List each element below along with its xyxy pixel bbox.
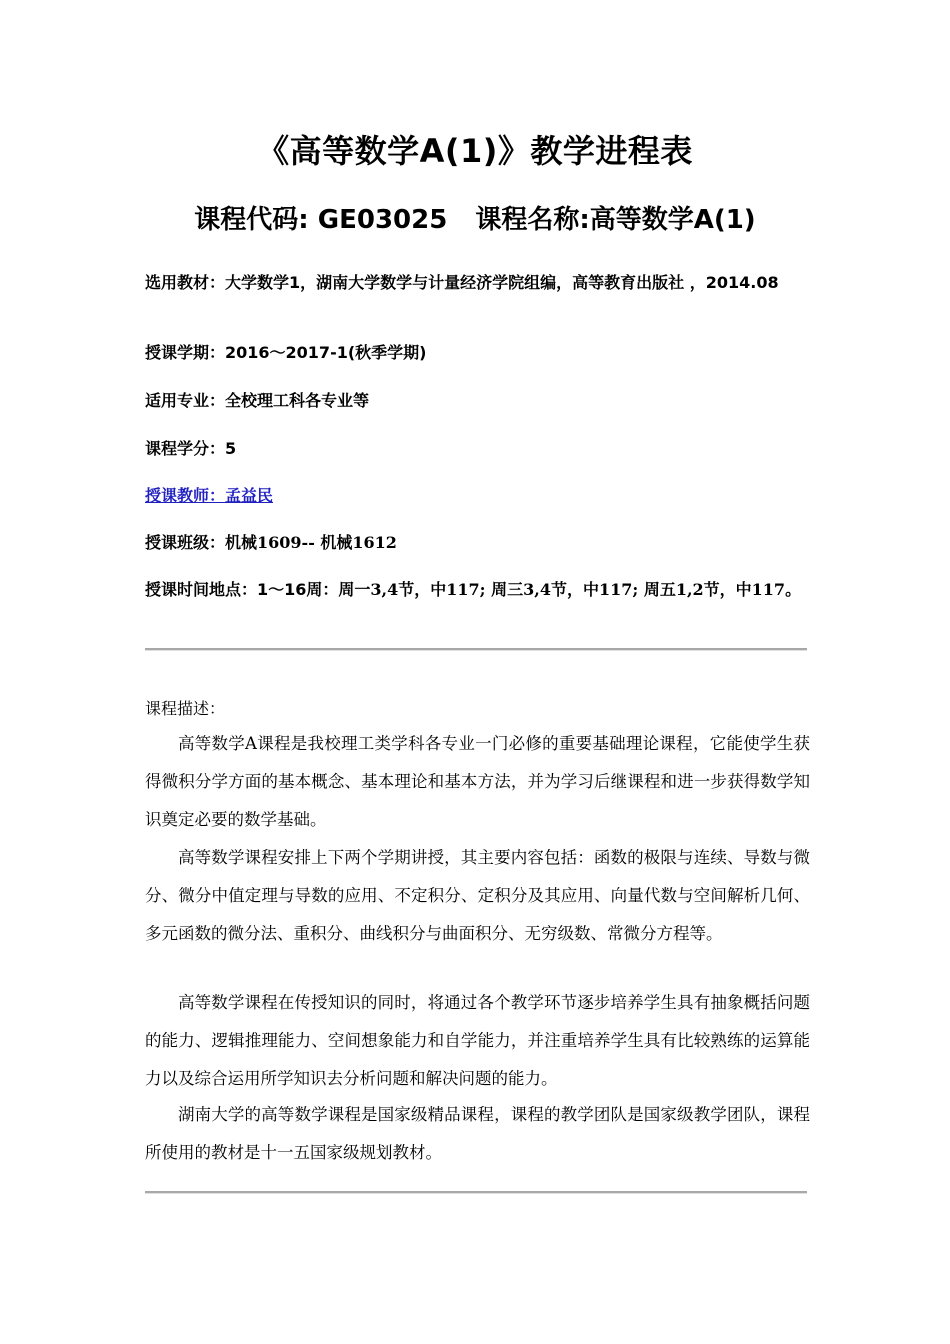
info-time-location [145, 578, 810, 602]
page-title: 《高等数学A(1)》教学进程表 [257, 132, 693, 170]
info-class [145, 531, 810, 555]
description-paragraph-3: 高等数学课程在传授知识的同时，将通过各个教学环节逐步培养学生具有抽象概括问题的能力、逻辑推理能力、空间想象能力和自学能力，并注重培养学生具有比较熟练的运算能力以及综合运用所学知识去分析问题和解决问题的能力。 [145, 993, 810, 1088]
divider-top [145, 648, 807, 651]
course-name: 课程名称:高等数学A(1) [475, 205, 756, 235]
description-heading: 课程描述： [145, 699, 226, 718]
time-value: 周一3,4节，中117; 周三3,4节，中117; 周五1,2节，中117。 [338, 580, 802, 599]
course-code: 课程代码: GE03025 [194, 205, 448, 235]
info-major: 适用专业：全校理工科各专业等 [145, 391, 370, 410]
info-teacher-row [145, 484, 810, 508]
info-textbook: 选用教材：大学数学1，湖南大学数学与计量经济学院组编，高等教育出版社 ，2014.08 [145, 273, 779, 292]
class-value: 机械1609-- 机械1612 [225, 533, 397, 552]
class-label: 授课班级： [145, 533, 226, 552]
description-paragraph-2: 高等数学课程安排上下两个学期讲授，其主要内容包括：函数的极限与连续、导数与微分、微分中值定理与导数的应用、不定积分、定积分及其应用、向量代数与空间解析几何、多元函数的微分法、重积分、曲线积分与曲面积分、无穷级数、常微分方程等。 [145, 848, 810, 943]
description-paragraph-1: 高等数学A课程是我校理工类学科各专业一门必修的重要基础理论课程，它能使学生获得微积分学方面的基本概念、基本理论和基本方法，并为学习后继课程和进一步获得数学知识奠定必要的数学基础。 [145, 734, 810, 829]
course-header [0, 200, 950, 240]
time-label: 授课时间地点：1～16周： [145, 580, 339, 599]
info-credits: 课程学分：5 [145, 439, 237, 458]
divider-bottom [145, 1191, 807, 1194]
description-paragraph-4: 湖南大学的高等数学课程是国家级精品课程，课程的教学团队是国家级教学团队，课程所使用的教材是十一五国家级规划教材。 [145, 1105, 810, 1162]
teacher-link[interactable]: 授课教师：孟益民 [145, 486, 274, 505]
info-semester: 授课学期：2016～2017-1(秋季学期) [145, 343, 427, 362]
